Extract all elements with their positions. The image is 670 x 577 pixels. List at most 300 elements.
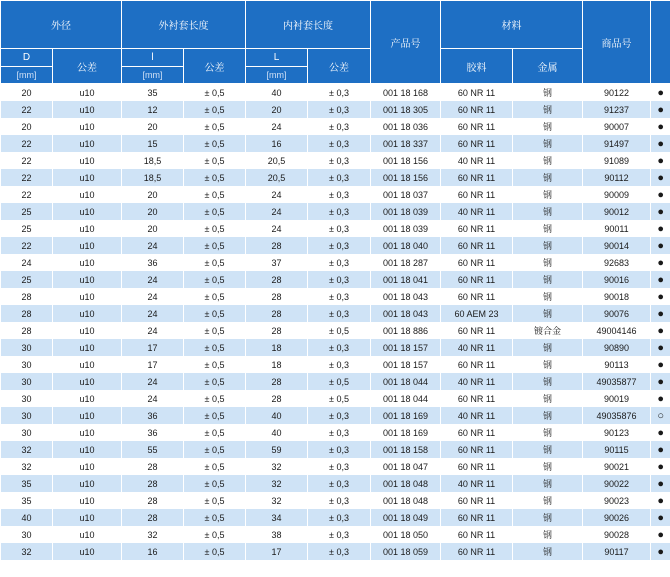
tolerance-cell: ± 0,3 (308, 186, 371, 203)
rubber-cell: 60 NR 11 (441, 254, 513, 271)
item-no-cell: 90026 (583, 509, 651, 526)
outer-sleeve-length-cell: 36 (122, 407, 184, 424)
tolerance-cell: ± 0,3 (308, 101, 371, 118)
tolerance-cell: u10 (53, 118, 122, 135)
metal-cell: 钢 (513, 254, 583, 271)
header-outer-diameter: 外径 (1, 1, 122, 49)
header-tolerance-3: 公差 (308, 49, 371, 84)
inner-sleeve-length-cell: 40 (246, 407, 308, 424)
outer-sleeve-length-cell: 28 (122, 492, 184, 509)
rubber-cell: 40 NR 11 (441, 407, 513, 424)
outer-sleeve-length-cell: 28 (122, 458, 184, 475)
tolerance-cell: ± 0,3 (308, 237, 371, 254)
item-no-cell: 90890 (583, 339, 651, 356)
rubber-cell: 60 NR 11 (441, 322, 513, 339)
tolerance-cell: ± 0,5 (184, 203, 246, 220)
tolerance-cell: ± 0,3 (308, 475, 371, 492)
metal-cell: 钢 (513, 373, 583, 390)
tolerance-cell: ± 0,3 (308, 492, 371, 509)
tolerance-cell: u10 (53, 305, 122, 322)
tolerance-cell: u10 (53, 509, 122, 526)
tolerance-cell: u10 (53, 407, 122, 424)
metal-cell: 钢 (513, 305, 583, 322)
tolerance-cell: u10 (53, 441, 122, 458)
table-row (1, 458, 670, 475)
metal-cell: 钢 (513, 118, 583, 135)
status-dot: ● (651, 441, 670, 458)
item-no-cell: 90012 (583, 203, 651, 220)
outer-diameter-cell: 25 (1, 220, 53, 237)
inner-sleeve-length-cell: 20 (246, 101, 308, 118)
tolerance-cell: u10 (53, 203, 122, 220)
header-item-no: 商品号 (583, 1, 651, 84)
tolerance-cell: u10 (53, 271, 122, 288)
table-row (1, 526, 670, 543)
rubber-cell: 60 NR 11 (441, 84, 513, 102)
tolerance-cell: u10 (53, 254, 122, 271)
outer-diameter-cell: 30 (1, 373, 53, 390)
tolerance-cell: ± 0,5 (184, 373, 246, 390)
outer-diameter-cell: 22 (1, 135, 53, 152)
inner-sleeve-length-cell: 24 (246, 203, 308, 220)
metal-cell: 钢 (513, 135, 583, 152)
header-rubber: 胶料 (441, 49, 513, 84)
item-no-cell: 90122 (583, 84, 651, 102)
item-no-cell: 90117 (583, 543, 651, 560)
metal-cell: 钢 (513, 84, 583, 102)
outer-sleeve-length-cell: 17 (122, 339, 184, 356)
tolerance-cell: u10 (53, 322, 122, 339)
product-no-cell: 001 18 037 (371, 186, 441, 203)
outer-diameter-cell: 22 (1, 152, 53, 169)
tolerance-cell: u10 (53, 475, 122, 492)
product-no-cell: 001 18 156 (371, 152, 441, 169)
status-dot: ● (651, 305, 670, 322)
metal-cell: 镀合金 (513, 322, 583, 339)
product-no-cell: 001 18 043 (371, 305, 441, 322)
inner-sleeve-length-cell: 38 (246, 526, 308, 543)
product-no-cell: 001 18 169 (371, 424, 441, 441)
product-no-cell: 001 18 039 (371, 220, 441, 237)
inner-sleeve-length-cell: 32 (246, 492, 308, 509)
tolerance-cell: ± 0,5 (184, 220, 246, 237)
table-row (1, 169, 670, 186)
outer-sleeve-length-cell: 17 (122, 356, 184, 373)
status-dot: ● (651, 203, 670, 220)
rubber-cell: 60 NR 11 (441, 492, 513, 509)
rubber-cell: 60 NR 11 (441, 288, 513, 305)
inner-sleeve-length-cell: 40 (246, 424, 308, 441)
table-row (1, 135, 670, 152)
product-no-cell: 001 18 047 (371, 458, 441, 475)
header-unit-mm-2: [mm] (122, 67, 184, 84)
tolerance-cell: ± 0,5 (184, 271, 246, 288)
table-row (1, 424, 670, 441)
rubber-cell: 60 NR 11 (441, 458, 513, 475)
inner-sleeve-length-cell: 20,5 (246, 152, 308, 169)
tolerance-cell: ± 0,3 (308, 152, 371, 169)
tolerance-cell: ± 0,5 (184, 84, 246, 102)
status-dot: ● (651, 492, 670, 509)
outer-sleeve-length-cell: 24 (122, 305, 184, 322)
outer-diameter-cell: 22 (1, 101, 53, 118)
product-no-cell: 001 18 337 (371, 135, 441, 152)
product-no-cell: 001 18 044 (371, 373, 441, 390)
metal-cell: 钢 (513, 509, 583, 526)
outer-sleeve-length-cell: 24 (122, 288, 184, 305)
table-row (1, 543, 670, 560)
item-no-cell: 90113 (583, 356, 651, 373)
metal-cell: 钢 (513, 492, 583, 509)
rubber-cell: 60 NR 11 (441, 237, 513, 254)
product-no-cell: 001 18 050 (371, 526, 441, 543)
outer-diameter-cell: 32 (1, 543, 53, 560)
tolerance-cell: ± 0,3 (308, 271, 371, 288)
header-unit-mm-1: [mm] (1, 67, 53, 84)
tolerance-cell: u10 (53, 186, 122, 203)
product-no-cell: 001 18 158 (371, 441, 441, 458)
tolerance-cell: u10 (53, 288, 122, 305)
outer-sleeve-length-cell: 24 (122, 237, 184, 254)
table-row (1, 441, 670, 458)
rubber-cell: 60 NR 11 (441, 271, 513, 288)
tolerance-cell: ± 0,5 (308, 373, 371, 390)
outer-diameter-cell: 20 (1, 118, 53, 135)
outer-diameter-cell: 30 (1, 424, 53, 441)
metal-cell: 钢 (513, 390, 583, 407)
outer-diameter-cell: 32 (1, 458, 53, 475)
rubber-cell: 60 NR 11 (441, 441, 513, 458)
status-dot: ● (651, 458, 670, 475)
metal-cell: 钢 (513, 458, 583, 475)
item-no-cell: 91237 (583, 101, 651, 118)
header-metal: 金属 (513, 49, 583, 84)
metal-cell: 钢 (513, 356, 583, 373)
tolerance-cell: ± 0,3 (308, 543, 371, 560)
table-row (1, 84, 670, 102)
outer-sleeve-length-cell: 20 (122, 220, 184, 237)
tolerance-cell: ± 0,5 (184, 509, 246, 526)
table-row (1, 373, 670, 390)
outer-sleeve-length-cell: 18,5 (122, 152, 184, 169)
rubber-cell: 60 NR 11 (441, 186, 513, 203)
tolerance-cell: ± 0,5 (184, 101, 246, 118)
outer-sleeve-length-cell: 24 (122, 322, 184, 339)
rubber-cell: 60 NR 11 (441, 101, 513, 118)
tolerance-cell: ± 0,5 (184, 458, 246, 475)
inner-sleeve-length-cell: 34 (246, 509, 308, 526)
status-dot: ● (651, 101, 670, 118)
table-header (1, 1, 670, 84)
tolerance-cell: ± 0,5 (184, 475, 246, 492)
status-dot: ● (651, 186, 670, 203)
outer-diameter-cell: 28 (1, 305, 53, 322)
outer-diameter-cell: 20 (1, 84, 53, 102)
outer-sleeve-length-cell: 24 (122, 390, 184, 407)
table-row (1, 407, 670, 424)
tolerance-cell: u10 (53, 458, 122, 475)
header-unit-mm-3: [mm] (246, 67, 308, 84)
header-l-big: L (246, 49, 308, 67)
rubber-cell: 60 NR 11 (441, 356, 513, 373)
tolerance-cell: ± 0,3 (308, 254, 371, 271)
item-no-cell: 90014 (583, 237, 651, 254)
outer-diameter-cell: 32 (1, 441, 53, 458)
rubber-cell: 60 NR 11 (441, 509, 513, 526)
status-dot: ● (651, 339, 670, 356)
product-no-cell: 001 18 049 (371, 509, 441, 526)
tolerance-cell: u10 (53, 424, 122, 441)
item-no-cell: 92683 (583, 254, 651, 271)
table-row (1, 305, 670, 322)
tolerance-cell: ± 0,5 (184, 118, 246, 135)
product-no-cell: 001 18 039 (371, 203, 441, 220)
status-dot: ● (651, 169, 670, 186)
item-no-cell: 49035876 (583, 407, 651, 424)
product-no-cell: 001 18 041 (371, 271, 441, 288)
tolerance-cell: ± 0,3 (308, 458, 371, 475)
product-no-cell: 001 18 168 (371, 84, 441, 102)
inner-sleeve-length-cell: 32 (246, 458, 308, 475)
tolerance-cell: ± 0,3 (308, 118, 371, 135)
item-no-cell: 90076 (583, 305, 651, 322)
tolerance-cell: ± 0,3 (308, 407, 371, 424)
tolerance-cell: u10 (53, 135, 122, 152)
header-product-no: 产品号 (371, 1, 441, 84)
item-no-cell: 49035877 (583, 373, 651, 390)
tolerance-cell: ± 0,5 (184, 305, 246, 322)
tolerance-cell: ± 0,3 (308, 288, 371, 305)
status-dot: ● (651, 543, 670, 560)
item-no-cell: 90016 (583, 271, 651, 288)
status-dot: ● (651, 237, 670, 254)
table-row (1, 101, 670, 118)
tolerance-cell: ± 0,5 (184, 169, 246, 186)
rubber-cell: 40 NR 11 (441, 152, 513, 169)
tolerance-cell: ± 0,3 (308, 169, 371, 186)
outer-diameter-cell: 22 (1, 186, 53, 203)
tolerance-cell: ± 0,3 (308, 220, 371, 237)
metal-cell: 钢 (513, 271, 583, 288)
tolerance-cell: ± 0,5 (184, 186, 246, 203)
inner-sleeve-length-cell: 32 (246, 475, 308, 492)
inner-sleeve-length-cell: 16 (246, 135, 308, 152)
rubber-cell: 40 NR 11 (441, 475, 513, 492)
status-dot: ● (651, 118, 670, 135)
table-row (1, 118, 670, 135)
outer-sleeve-length-cell: 24 (122, 271, 184, 288)
outer-sleeve-length-cell: 55 (122, 441, 184, 458)
outer-diameter-cell: 22 (1, 169, 53, 186)
item-no-cell: 90018 (583, 288, 651, 305)
tolerance-cell: ± 0,5 (184, 492, 246, 509)
tolerance-cell: u10 (53, 237, 122, 254)
outer-sleeve-length-cell: 24 (122, 373, 184, 390)
metal-cell: 钢 (513, 407, 583, 424)
outer-diameter-cell: 28 (1, 288, 53, 305)
inner-sleeve-length-cell: 28 (246, 390, 308, 407)
tolerance-cell: ± 0,3 (308, 356, 371, 373)
item-no-cell: 90028 (583, 526, 651, 543)
outer-sleeve-length-cell: 36 (122, 254, 184, 271)
item-no-cell: 90115 (583, 441, 651, 458)
inner-sleeve-length-cell: 28 (246, 373, 308, 390)
table-row (1, 237, 670, 254)
item-no-cell: 90021 (583, 458, 651, 475)
tolerance-cell: u10 (53, 169, 122, 186)
status-dot: ● (651, 475, 670, 492)
tolerance-cell: ± 0,5 (184, 390, 246, 407)
rubber-cell: 60 NR 11 (441, 424, 513, 441)
status-dot: ● (651, 373, 670, 390)
table-row (1, 322, 670, 339)
product-no-cell: 001 18 040 (371, 237, 441, 254)
table-body (1, 84, 670, 561)
outer-sleeve-length-cell: 36 (122, 424, 184, 441)
table-row (1, 492, 670, 509)
status-dot: ● (651, 254, 670, 271)
header-d: D (1, 49, 53, 67)
outer-diameter-cell: 40 (1, 509, 53, 526)
table-row (1, 186, 670, 203)
rubber-cell: 40 NR 11 (441, 339, 513, 356)
status-dot: ● (651, 526, 670, 543)
inner-sleeve-length-cell: 28 (246, 305, 308, 322)
metal-cell: 钢 (513, 220, 583, 237)
tolerance-cell: u10 (53, 526, 122, 543)
rubber-cell: 60 NR 11 (441, 169, 513, 186)
inner-sleeve-length-cell: 24 (246, 118, 308, 135)
header-l-small: l (122, 49, 184, 67)
rubber-cell: 60 NR 11 (441, 118, 513, 135)
metal-cell: 钢 (513, 526, 583, 543)
rubber-cell: 60 NR 11 (441, 390, 513, 407)
outer-diameter-cell: 35 (1, 475, 53, 492)
product-no-cell: 001 18 036 (371, 118, 441, 135)
rubber-cell: 40 NR 11 (441, 203, 513, 220)
outer-sleeve-length-cell: 20 (122, 186, 184, 203)
tolerance-cell: u10 (53, 101, 122, 118)
inner-sleeve-length-cell: 28 (246, 271, 308, 288)
status-dot: ● (651, 84, 670, 102)
tolerance-cell: ± 0,3 (308, 203, 371, 220)
item-no-cell: 90023 (583, 492, 651, 509)
tolerance-cell: ± 0,3 (308, 424, 371, 441)
tolerance-cell: ± 0,5 (184, 135, 246, 152)
status-dot: ● (651, 356, 670, 373)
metal-cell: 钢 (513, 101, 583, 118)
status-dot: ● (651, 152, 670, 169)
tolerance-cell: ± 0,3 (308, 441, 371, 458)
tolerance-cell: ± 0,3 (308, 526, 371, 543)
outer-diameter-cell: 30 (1, 390, 53, 407)
table-row (1, 288, 670, 305)
inner-sleeve-length-cell: 28 (246, 288, 308, 305)
item-no-cell: 90011 (583, 220, 651, 237)
table-row (1, 356, 670, 373)
table-row (1, 271, 670, 288)
outer-sleeve-length-cell: 28 (122, 509, 184, 526)
outer-sleeve-length-cell: 20 (122, 203, 184, 220)
product-no-cell: 001 18 048 (371, 475, 441, 492)
tolerance-cell: u10 (53, 543, 122, 560)
tolerance-cell: ± 0,5 (184, 288, 246, 305)
item-no-cell: 90009 (583, 186, 651, 203)
tolerance-cell: ± 0,3 (308, 135, 371, 152)
product-no-cell: 001 18 157 (371, 356, 441, 373)
item-no-cell: 91089 (583, 152, 651, 169)
outer-diameter-cell: 30 (1, 526, 53, 543)
table-row (1, 220, 670, 237)
rubber-cell: 60 NR 11 (441, 135, 513, 152)
tolerance-cell: ± 0,3 (308, 509, 371, 526)
tolerance-cell: ± 0,3 (308, 84, 371, 102)
table-row (1, 203, 670, 220)
tolerance-cell: ± 0,5 (184, 254, 246, 271)
tolerance-cell: ± 0,5 (184, 407, 246, 424)
header-outer-sleeve-length: 外衬套长度 (122, 1, 246, 49)
inner-sleeve-length-cell: 18 (246, 339, 308, 356)
table-row (1, 254, 670, 271)
metal-cell: 钢 (513, 288, 583, 305)
table-row (1, 390, 670, 407)
inner-sleeve-length-cell: 17 (246, 543, 308, 560)
table-row (1, 475, 670, 492)
header-tolerance-2: 公差 (184, 49, 246, 84)
outer-diameter-cell: 28 (1, 322, 53, 339)
metal-cell: 钢 (513, 475, 583, 492)
tolerance-cell: ± 0,5 (184, 543, 246, 560)
tolerance-cell: ± 0,3 (308, 305, 371, 322)
tolerance-cell: ± 0,5 (184, 441, 246, 458)
tolerance-cell: ± 0,5 (184, 356, 246, 373)
outer-diameter-cell: 30 (1, 407, 53, 424)
inner-sleeve-length-cell: 24 (246, 186, 308, 203)
item-no-cell: 91497 (583, 135, 651, 152)
outer-sleeve-length-cell: 18,5 (122, 169, 184, 186)
outer-diameter-cell: 35 (1, 492, 53, 509)
rubber-cell: 60 AEM 23 (441, 305, 513, 322)
tolerance-cell: u10 (53, 356, 122, 373)
status-dot: ● (651, 135, 670, 152)
status-dot: ● (651, 390, 670, 407)
metal-cell: 钢 (513, 424, 583, 441)
inner-sleeve-length-cell: 40 (246, 84, 308, 102)
status-dot: ● (651, 220, 670, 237)
table-row (1, 152, 670, 169)
item-no-cell: 90019 (583, 390, 651, 407)
item-no-cell: 49004146 (583, 322, 651, 339)
product-no-cell: 001 18 048 (371, 492, 441, 509)
table-row (1, 509, 670, 526)
tolerance-cell: u10 (53, 339, 122, 356)
inner-sleeve-length-cell: 59 (246, 441, 308, 458)
product-no-cell: 001 18 287 (371, 254, 441, 271)
outer-diameter-cell: 24 (1, 254, 53, 271)
metal-cell: 钢 (513, 441, 583, 458)
outer-diameter-cell: 30 (1, 356, 53, 373)
header-inner-sleeve-length: 内衬套长度 (246, 1, 371, 49)
product-no-cell: 001 18 059 (371, 543, 441, 560)
product-no-cell: 001 18 043 (371, 288, 441, 305)
status-dot: ● (651, 322, 670, 339)
inner-sleeve-length-cell: 18 (246, 356, 308, 373)
status-dot: ● (651, 271, 670, 288)
product-no-cell: 001 18 044 (371, 390, 441, 407)
item-no-cell: 90123 (583, 424, 651, 441)
status-dot: ● (651, 509, 670, 526)
tolerance-cell: ± 0,5 (184, 339, 246, 356)
